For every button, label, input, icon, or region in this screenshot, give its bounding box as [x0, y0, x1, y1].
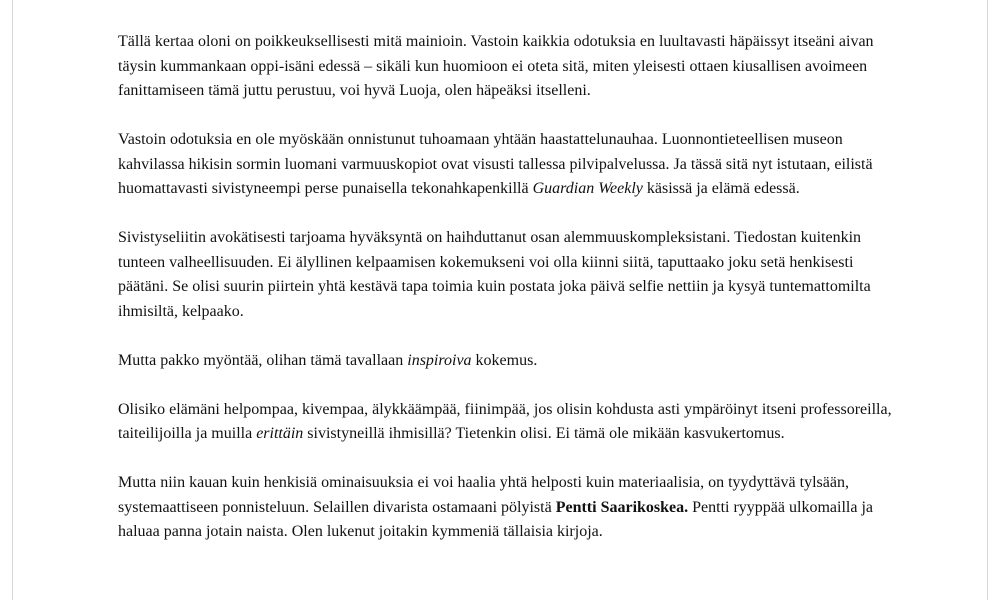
paragraph-6-text-end: Pentti ryyppää ulkomailla ja haluaa panna jotain naista. Olen lukenut joitakin kymmeniä tällaisia kirjoja. [118, 498, 873, 540]
paragraph-4-text-end: kokemus. [471, 351, 538, 369]
paragraph-5-text: Olisiko elämäni helpompaa, kivempaa, älykkäämpää, fiinimpää, jos olisin kohdusta asti ympäröinyt itseni professoreilla, taiteilijoilla ja muilla [118, 400, 892, 442]
paragraph-5 [118, 398, 898, 447]
paragraph-4 [118, 349, 898, 374]
author-name-pentti-saarikoski: Pentti Saarikoskea. [555, 498, 689, 516]
paragraph-1-text: Tällä kertaa oloni on poikkeuksellisesti mitä mainioin. Vastoin kaikkia odotuksia en luultavasti häpäissyt itseäni aivan täysin kummankaan oppi-isäni edessä – sikäli kun huomioon ei oteta sitä, miten yleisesti ottaen kiusallisen avoimeen fanittamiseen tämä juttu perustuu, voi hyvä Luoja, olen häpeäksi itselleni. [118, 33, 874, 99]
paragraph-2 [118, 128, 898, 202]
publication-title-guardian-weekly: Guardian Weekly [532, 180, 643, 197]
paragraph-1 [118, 30, 898, 104]
document-body [118, 30, 898, 569]
paragraph-4-text: Mutta pakko myöntää, olihan tämä tavallaan [118, 351, 408, 369]
emphasis-inspiroiva: inspiroiva [407, 351, 472, 369]
emphasis-erittain: erittäin [256, 425, 304, 442]
paragraph-2-text-end: käsissä ja elämä edessä. [642, 180, 800, 197]
paragraph-5-text-end: sivistyneillä ihmisillä? Tietenkin olisi. Ei tämä ole mikään kasvukertomus. [303, 425, 785, 442]
document-page [12, 0, 988, 600]
paragraph-2-text: Vastoin odotuksia en ole myöskään onnistunut tuhoamaan yhtään haastattelunauhaa. Luonnontieteellisen museon kahvilassa hikisin sormin luomani varmuuskopiot ovat visusti tallessa pilvipalvelussa. Ja tässä sitä nyt istutaan, eilistä huomattavasti sivistyneempi perse punaisella tekonahkapenkillä [118, 131, 873, 197]
paragraph-3-text: Sivistyseliitin avokätisesti tarjoama hyväksyntä on haihduttanut osan alemmuuskompleksistani. Tiedostan kuitenkin tunteen valheellisuuden. Ei älyllinen kelpaamisen kokemukseni voi olla kiinni siitä, taputtaako joku setä henkisesti päätäni. Se olisi suurin piirtein yhtä kestävä tapa toimia kuin postata joka päivä selfie nettiin ja kysyä tuntemattomilta ihmisiltä, kelpaako. [118, 229, 871, 320]
paragraph-6 [118, 471, 898, 545]
paragraph-6-text: Mutta niin kauan kuin henkisiä ominaisuuksia ei voi haalia yhtä helposti kuin materiaalisia, on tyydyttävä tylsään, systemaattiseen ponnisteluun. Selaillen divarista ostamaani pölyistä [118, 474, 849, 516]
paragraph-3 [118, 226, 898, 324]
